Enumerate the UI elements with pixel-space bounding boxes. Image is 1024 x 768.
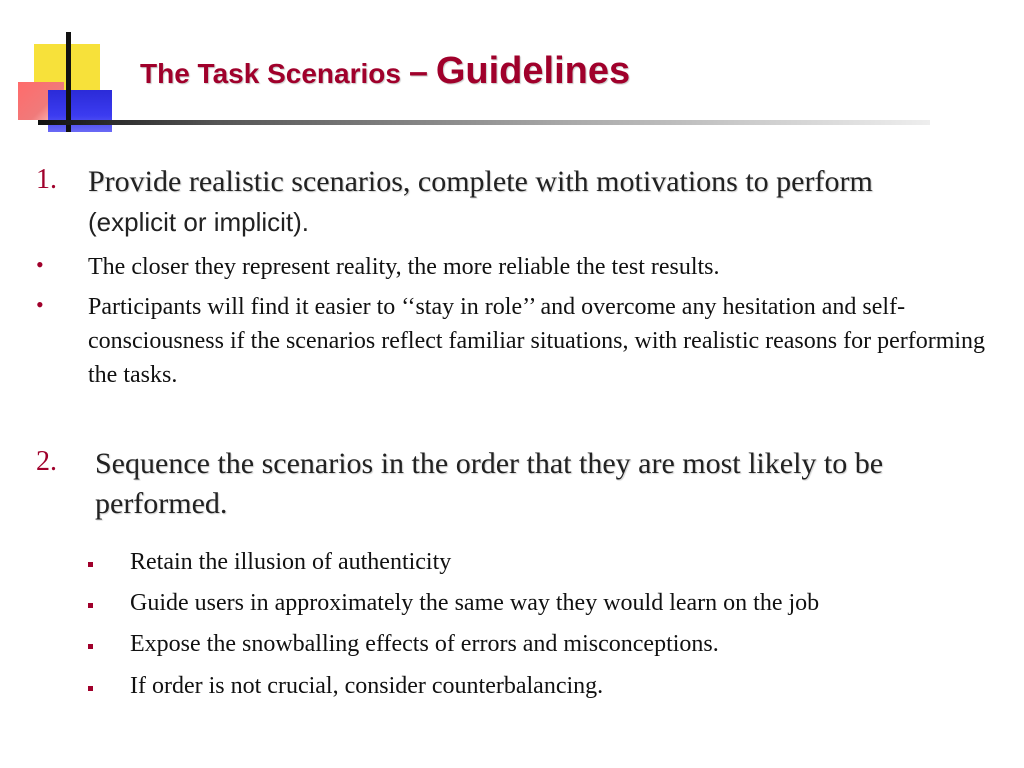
item2-bullet-2: Guide users in approximately the same way they would learn on the job xyxy=(130,590,820,616)
slide-title xyxy=(140,50,630,93)
title-dash: – xyxy=(408,53,428,91)
item2-heading: Sequence the scenarios in the order that they are most likely to be performed. xyxy=(95,447,884,520)
item1-bullet-1: The closer they represent reality, the more reliable the test results. xyxy=(88,254,720,280)
item2-bullet-2-marker xyxy=(88,603,93,608)
item2-bullet-1-marker xyxy=(88,562,93,567)
item2-bullet-3: Expose the snowballing effects of errors and misconceptions. xyxy=(130,631,719,657)
item1-heading-suffix: (explicit or implicit). xyxy=(88,207,310,237)
item1-bullet-2-marker: • xyxy=(36,292,44,317)
item1-number: 1. xyxy=(36,164,57,195)
title-underline xyxy=(40,120,930,125)
item1-bullet-2: Participants will find it easier to ‘‘stay in role’’ and overcome any hesitation and self-consciousness if the scenarios reflect familiar situations, with realistic reasons for performing the tasks. xyxy=(88,294,986,388)
title-part2: Guidelines xyxy=(435,50,631,92)
item2-number: 2. xyxy=(36,446,57,477)
logo-vertical-bar xyxy=(66,32,71,132)
item1-heading-text: Provide realistic scenarios, complete with motivations to perform xyxy=(88,165,873,198)
item2-bullet-4-marker xyxy=(88,686,93,691)
item2-bullet-4: If order is not crucial, consider counterbalancing. xyxy=(130,673,604,699)
item2-bullet-3-marker xyxy=(88,644,93,649)
logo-blue-square xyxy=(48,90,112,132)
logo xyxy=(0,0,130,140)
title-part1: The Task Scenarios xyxy=(140,58,401,89)
item2-bullet-1: Retain the illusion of authenticity xyxy=(130,549,452,575)
item1-bullet-1-marker: • xyxy=(36,252,44,277)
item1-heading xyxy=(88,162,998,242)
